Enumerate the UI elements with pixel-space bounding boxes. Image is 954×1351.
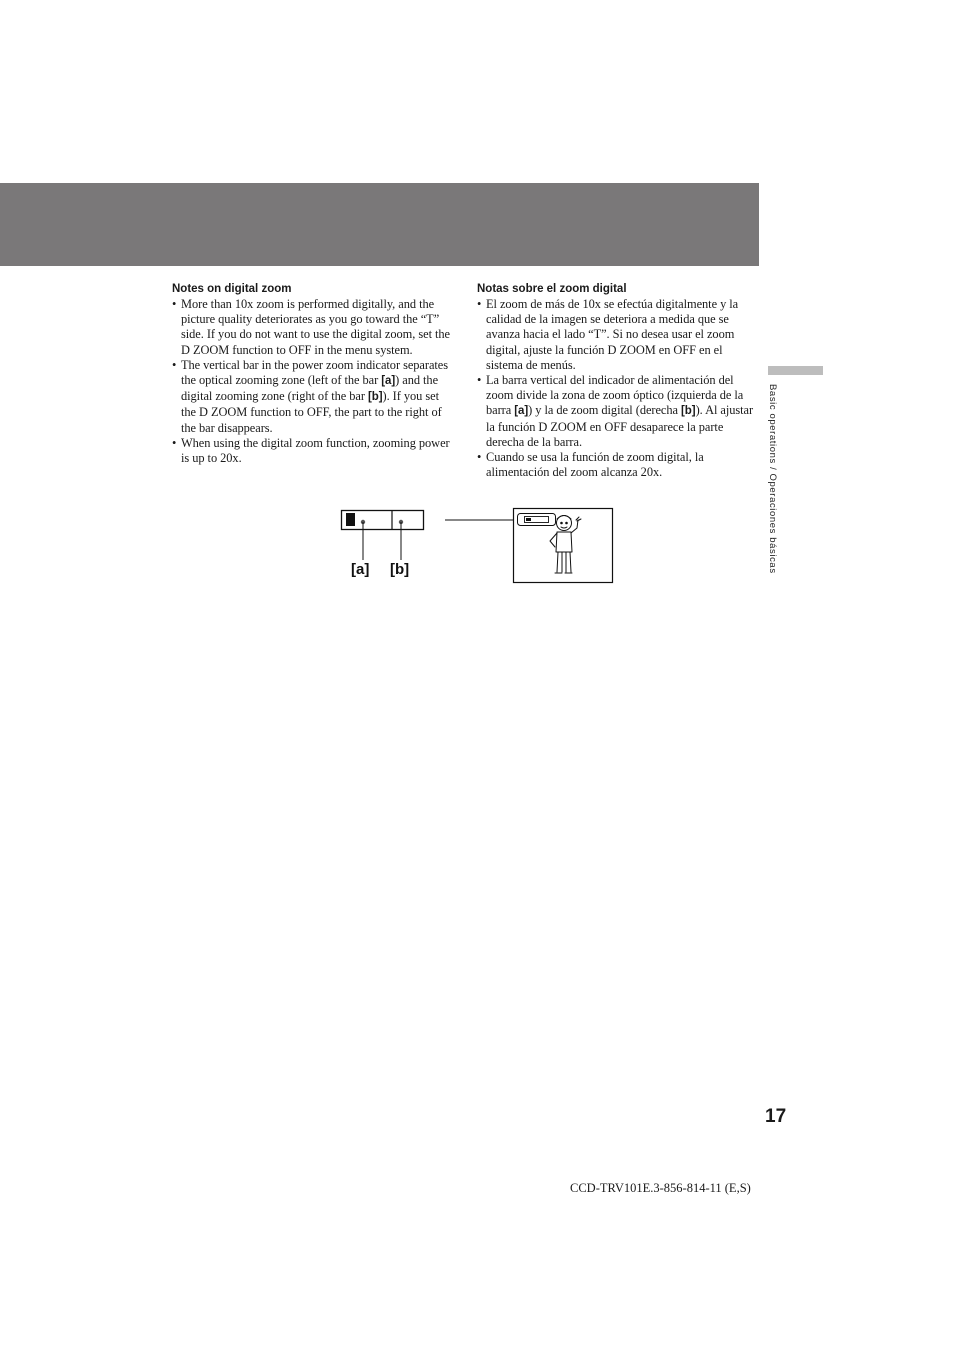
label-b: [b] (390, 561, 410, 578)
ref-a: [a] (381, 375, 396, 388)
spanish-column (477, 282, 759, 480)
list-item (477, 373, 759, 450)
section-tab-marker (768, 366, 823, 375)
spanish-notes-list (477, 297, 759, 480)
note-text: The vertical bar in the power zoom indicator separates the optical zooming zone (left of the bar (181, 357, 449, 388)
note-text: When using the digital zoom function, zooming power is up to 20x. (181, 435, 450, 466)
english-heading: Notes on digital zoom (172, 283, 292, 295)
bullet-icon: • (477, 297, 482, 311)
note-text: ). If you set the D ZOOM function to OFF, the part to the right of the bar disappears. (181, 389, 442, 435)
note-text: La barra vertical del indicador de alimentación del zoom divide la zona de zoom óptico (izquierda de la barra (486, 373, 744, 418)
section-side-label: Basic operations / Operaciones básicas (767, 384, 778, 574)
note-text: El zoom de más de 10x se efectúa digitalmente y la calidad de la imagen se deteriora a medida que se avanza hacia el lado “T”. Si no desea usar el zoom digital, ajuste la función D ZOOM en OFF en el sistema de menús. (486, 297, 739, 372)
note-text: Cuando se usa la función de zoom digital, la alimentación del zoom alcanza 20x. (486, 450, 704, 480)
bullet-icon: • (477, 373, 482, 388)
ref-b: [b] (681, 405, 696, 418)
ref-a: [a] (514, 405, 529, 418)
bullet-icon: • (172, 435, 177, 450)
english-column (172, 282, 456, 466)
header-band (0, 183, 759, 266)
list-item (172, 358, 456, 436)
footer-code: CCD-TRV101E.3-856-814-11 (E,S) (570, 1181, 751, 1195)
zoom-indicator-bar (342, 511, 424, 530)
list-item (172, 436, 456, 466)
list-item (477, 297, 759, 373)
viewfinder-screen (514, 509, 613, 583)
note-text: ). Al ajustar la función D ZOOM en OFF desaparece la parte derecha de la barra. (486, 403, 754, 449)
english-notes-list (172, 297, 456, 466)
bullet-icon: • (477, 450, 482, 465)
list-item (477, 450, 759, 480)
ref-b: [b] (367, 391, 383, 404)
bullet-icon: • (172, 297, 177, 311)
note-text: ) y la de zoom digital (derecha (528, 403, 682, 418)
list-item (172, 297, 456, 358)
page-number: 17 (765, 1106, 787, 1127)
note-text: ) and the digital zooming zone (right of the bar (181, 373, 439, 404)
note-text: More than 10x zoom is performed digitally, and the picture quality deteriorates as you go toward the “T” side. If you do not want to use the digital zoom, set the D ZOOM function to OFF in the menu system. (181, 297, 451, 357)
label-a: [a] (351, 561, 370, 578)
bullet-icon: • (172, 357, 177, 372)
zoom-level-fill (346, 513, 355, 526)
spanish-heading: Notas sobre el zoom digital (477, 283, 627, 295)
